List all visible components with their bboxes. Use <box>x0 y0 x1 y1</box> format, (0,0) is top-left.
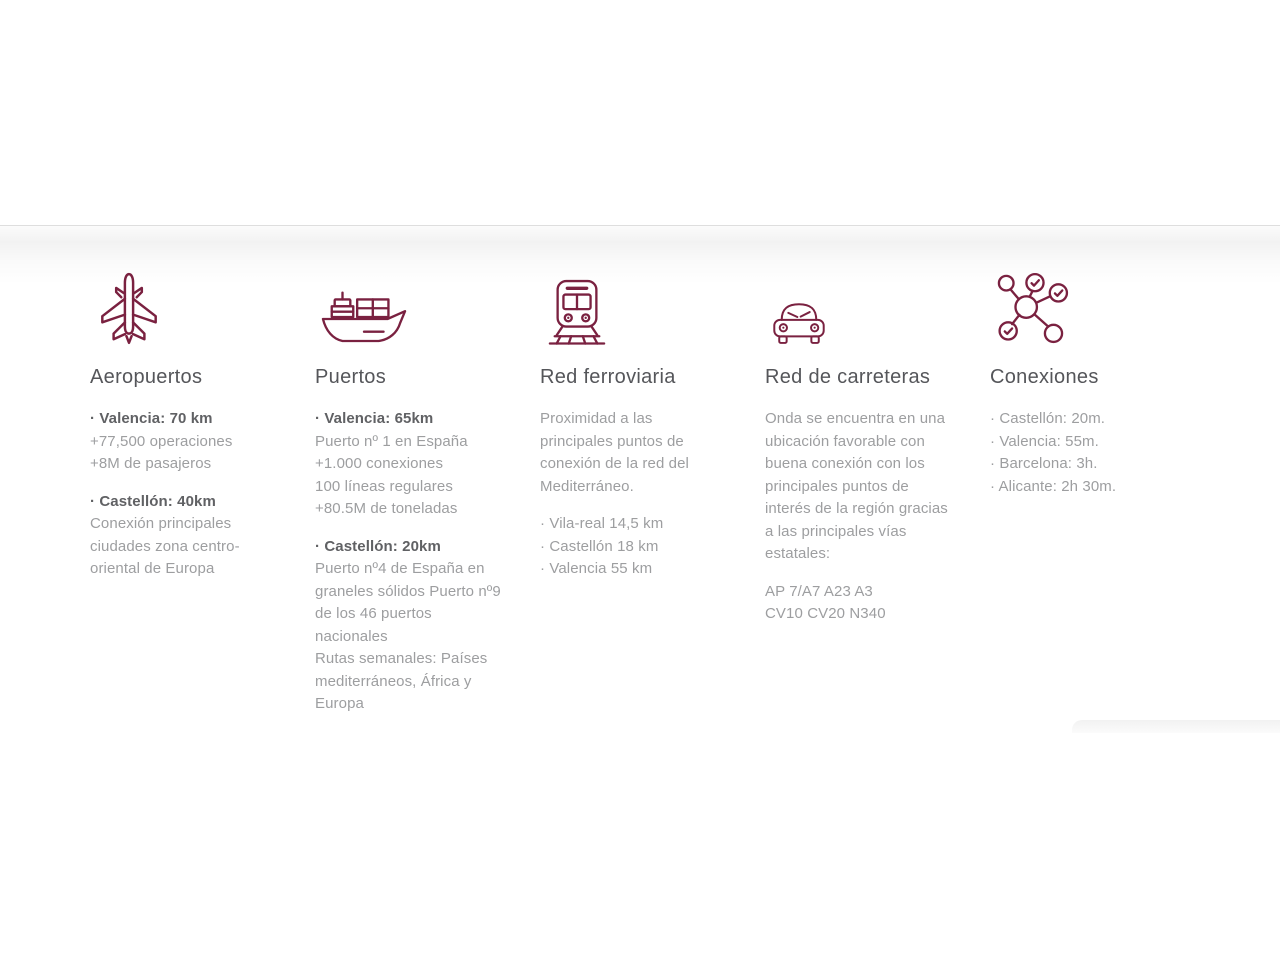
columns-row <box>90 268 1280 731</box>
info-line: Puerto nº 1 en España <box>315 432 468 450</box>
info-block <box>315 536 503 716</box>
info-line: · Barcelona: 3h. <box>990 455 1098 472</box>
info-heading: · Valencia: 70 km <box>90 410 213 427</box>
info-line: +8M de pasajeros <box>90 455 212 472</box>
column-body <box>540 408 728 581</box>
info-line: Proximidad a las principales puntos de conexión de la red del Mediterráneo. <box>540 410 689 495</box>
info-line: CV10 CV20 N340 <box>765 605 886 622</box>
info-line: AP 7/A7 A23 A3 <box>765 582 873 600</box>
column-aeropuertos <box>90 268 315 731</box>
airplane-icon <box>90 268 315 348</box>
column-puertos <box>315 268 540 731</box>
column-title: Conexiones <box>990 366 1099 388</box>
column-body <box>90 408 278 581</box>
column-conexiones <box>990 268 1215 731</box>
top-white-area <box>0 0 1280 225</box>
column-red-ferroviaria <box>540 268 765 731</box>
info-block <box>540 513 728 581</box>
info-block <box>765 581 953 626</box>
info-block <box>315 408 503 521</box>
info-line: · Valencia 55 km <box>540 560 653 577</box>
info-block <box>540 408 728 498</box>
train-icon <box>540 268 765 348</box>
info-block <box>90 491 278 581</box>
info-heading: · Valencia: 65km <box>315 410 434 427</box>
column-body <box>990 408 1178 498</box>
column-title: Aeropuertos <box>90 366 203 388</box>
info-block <box>90 408 278 476</box>
info-line: Onda se encuentra en una ubicación favorable con buena conexión con los principales puntos de interés de la región gracias a las principales vías estatales: <box>765 410 948 562</box>
car-icon <box>765 268 990 348</box>
column-body <box>315 408 503 716</box>
info-line: Conexión principales ciudades zona centro-oriental de Europa <box>90 515 240 577</box>
column-red-de-carreteras <box>765 268 990 731</box>
info-line: · Vila-real 14,5 km <box>540 515 664 532</box>
info-line: · Castellón 18 km <box>540 537 659 555</box>
info-line: +77,500 operaciones <box>90 432 233 450</box>
info-line: · Castellón: 20m. <box>990 410 1106 427</box>
column-title: Red ferroviaria <box>540 366 676 388</box>
info-line: 100 líneas regulares <box>315 477 453 495</box>
info-line: +80.5M de toneladas <box>315 500 458 517</box>
cargo-ship-icon <box>315 268 540 348</box>
info-line: · Alicante: 2h 30m. <box>990 477 1117 495</box>
info-line: Rutas semanales: Países mediterráneos, África y Europa <box>315 650 488 712</box>
column-title: Red de carreteras <box>765 366 931 388</box>
info-line: · Valencia: 55m. <box>990 432 1099 450</box>
column-body <box>765 408 953 626</box>
column-title: Puertos <box>315 366 387 388</box>
info-heading: · Castellón: 20km <box>315 537 441 555</box>
info-line: Puerto nº4 de España en graneles sólidos Puerto nº9 de los 46 puertos nacionales <box>315 560 501 645</box>
connectivity-section <box>0 225 1280 768</box>
network-connections-icon <box>990 268 1215 348</box>
info-heading: · Castellón: 40km <box>90 492 216 510</box>
info-line: +1.000 conexiones <box>315 455 444 472</box>
bottom-right-widget-edge <box>1072 720 1280 733</box>
info-block <box>990 408 1178 498</box>
info-block <box>765 408 953 566</box>
